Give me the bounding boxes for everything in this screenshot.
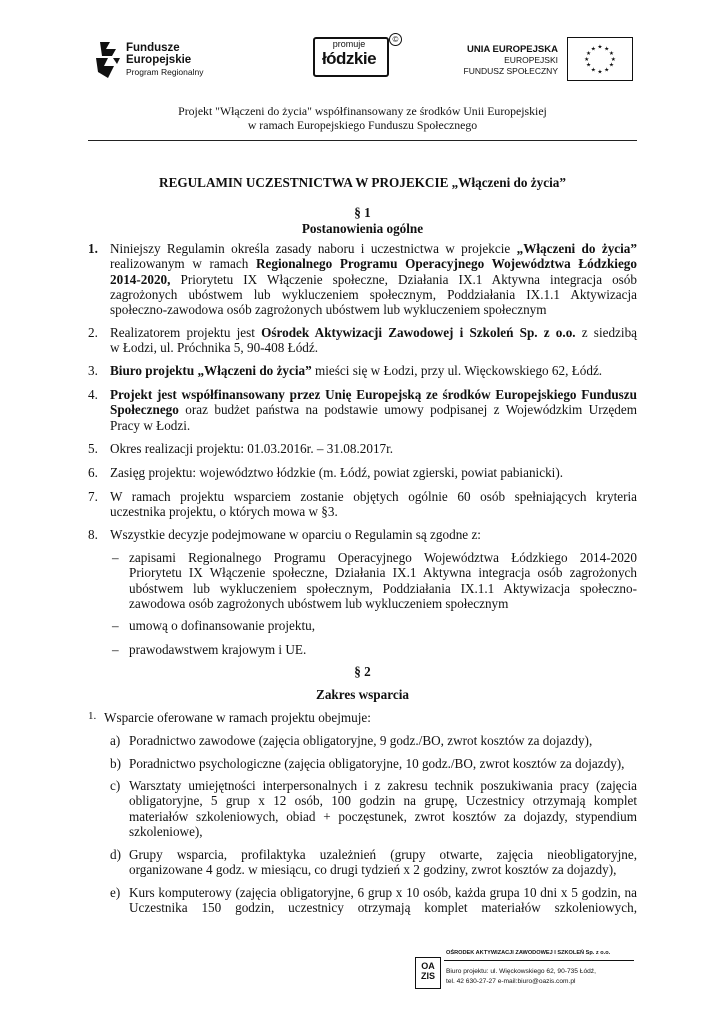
footer-address: Biuro projektu: ul. Więckowskiego 62, 90-735 Łódź,: [446, 968, 596, 975]
header-divider: [88, 140, 637, 141]
item-d: Grupy wsparcia, profilaktyka uzależnień (grupy otwarte, zajęcia nieobligatoryjne, organizowane 4 godz. w miesiącu, co drugi tydzień x 2 godziny, zwrot kosztów za dojazdy),: [129, 847, 637, 878]
svg-text:★: ★: [590, 67, 596, 74]
project-info: [0, 104, 725, 132]
footer-divider: [444, 960, 634, 961]
p5-number: 5.: [88, 441, 98, 456]
fe-star-icon: [96, 42, 120, 78]
dash-3: –: [112, 642, 119, 657]
svg-text:★: ★: [604, 46, 610, 53]
item-e: Kurs komputerowy (zajęcia obligatoryjne, 6 grup x 10 osób, każda grupa 10 dni x 5 godzin, na Uczestnika 150 godzin, uczestnicy otrzymają komplet materiałów szkoleniowych,: [129, 885, 637, 916]
dash-item-2: umową o dofinansowanie projektu,: [129, 618, 316, 633]
footer-company: OŚRODEK AKTYWIZACJI ZAWODOWEJ I SZKOLEŃ Sp. z o.o.: [446, 950, 611, 956]
item-a: Poradnictwo zawodowe (zajęcia obligatoryjne, 9 godz./BO, zwrot kosztów za dojazdy),: [129, 733, 593, 748]
svg-text:★: ★: [584, 56, 590, 63]
project-line1: Projekt "Włączeni do życia" współfinansowany ze środków Unii Europejskiej: [178, 104, 547, 118]
eu-line2: EUROPEJSKI: [504, 55, 558, 65]
eu-line3: FUNDUSZ SPOŁECZNY: [463, 66, 558, 76]
paragraph-4: Projekt jest współfinansowany przez Unię Europejską ze środków Europejskiego Funduszu Społecznego oraz budżet państwa na podstawie umowy podpisanej z Wojewódzkim Urzędem Pracy w Łodzi.: [110, 387, 637, 433]
section-1-heading: Postanowienia ogólne: [301, 221, 424, 236]
svg-text:★: ★: [597, 69, 603, 76]
p7-number: 7.: [88, 489, 98, 504]
s2-number: 1.: [88, 710, 97, 722]
p1-number: 1.: [88, 241, 98, 256]
paragraph-5: Okres realizacji projektu: 01.03.2016r. – 31.08.2017r.: [110, 441, 394, 456]
promuje-text: promuje: [332, 39, 366, 49]
section-2-sign: § 2: [354, 664, 371, 679]
paragraph-1: Niniejszy Regulamin określa zasady naboru i uczestnictwa w projekcie „Włączeni do życia” realizowanym w ramach Regionalnego Programu Operacyjnego Województwa Łódzkiego 2014-2020, Priorytetu IX Włączenie społeczne, Działania IX.1 Aktywna integracja osób zagrożonych ubóstwem lub wykluczeniem społecznym, Poddziałania IX.1.1 Aktywizacja społeczno-zawodowa osób zagrożonych ubóstwem lub wykluczeniem społecznym: [110, 241, 637, 318]
paragraph-7: W ramach projektu wsparciem zostanie objętych ogólnie 60 osób spełniających kryteria uczestnika projektu, o których mowa w §3.: [110, 489, 637, 520]
item-c-letter: c): [110, 778, 121, 793]
oazis-logo: OA ZIS: [415, 957, 441, 989]
eu-flag-icon: [567, 37, 633, 81]
dash-2: –: [112, 618, 119, 633]
p6-number: 6.: [88, 465, 98, 480]
fe-line2: Europejskie: [126, 54, 192, 66]
project-line2: w ramach Europejskiego Funduszu Społecznego: [247, 118, 478, 132]
s2-intro: Wsparcie oferowane w ramach projektu obejmuje:: [104, 710, 371, 725]
eu-line1: UNIA EUROPEJSKA: [467, 44, 558, 55]
section-2-heading: Zakres wsparcia: [316, 687, 409, 702]
paragraph-3: Biuro projektu „Włączeni do życia” mieści się w Łodzi, przy ul. Więckowskiego 62, Łódź.: [110, 363, 603, 378]
svg-text:★: ★: [590, 46, 596, 53]
paragraph-6: Zasięg projektu: województwo łódzkie (m. Łódź, powiat zgierski, powiat pabianicki).: [110, 465, 564, 480]
fundusze-europejskie-logo: [96, 42, 226, 82]
item-b-letter: b): [110, 756, 121, 771]
p3-number: 3.: [88, 363, 98, 378]
svg-text:★: ★: [608, 62, 615, 69]
svg-text:★: ★: [597, 44, 603, 51]
promuje-lodzkie-logo: [313, 33, 401, 77]
svg-text:★: ★: [608, 51, 615, 58]
p2-number: 2.: [88, 325, 98, 340]
svg-text:★: ★: [610, 56, 616, 63]
dash-1: –: [112, 550, 119, 565]
item-e-letter: e): [110, 885, 121, 900]
svg-text:★: ★: [585, 62, 592, 69]
item-b: Poradnictwo psychologiczne (zajęcia obligatoryjne, 10 godz./BO, zwrot kosztów za dojazdy),: [129, 756, 625, 771]
paragraph-8: Wszystkie decyzje podejmowane w oparciu o Regulamin są zgodne z:: [110, 527, 481, 542]
item-a-letter: a): [110, 733, 121, 748]
paragraph-2: Realizatorem projektu jest Ośrodek Aktywizacji Zawodowej i Szkoleń Sp. z o.o. z siedzibą w Łodzi, ul. Próchnika 5, 90-408 Łódź.: [110, 325, 638, 356]
item-c: Warsztaty umiejętności interpersonalnych i z zakresu technik poszukiwania pracy (zajęcia obligatoryjne, 5 grup x 12 osób, 100 godzin na grupę, Uczestnicy otrzymają komplet materiałów szkoleniowych, obiad + poczęstunek, zwrot kosztów za dojazdy, stypendium szkoleniowe),: [129, 778, 637, 839]
dash-item-1: zapisami Regionalnego Programu Operacyjnego Województwa Łódzkiego 2014-2020 Priorytetu IX Włączenie społeczne, Działania IX.1 Aktywna integracja osób zagrożonych ubóstwem lub wykluczeniem społecznym, Poddziałania IX.1.1 Aktywizacja społeczno- zawodowa osób zagrożonych ubóstwem lub wykluczeniem społecznym: [129, 550, 637, 611]
fe-line1: Fundusze: [126, 42, 180, 54]
document-title: REGULAMIN UCZESTNICTWA W PROJEKCIE „Włączeni do życia”: [159, 175, 566, 190]
copyright-icon: ©: [389, 33, 402, 46]
fe-line3: Program Regionalny: [126, 67, 204, 77]
section-1-sign: § 1: [354, 205, 371, 220]
item-d-letter: d): [110, 847, 121, 862]
lodzkie-text: łódzkie: [321, 49, 377, 68]
footer-contact: tel. 42 630-27-27 e-mail:biuro@oazis.com.pl: [446, 978, 576, 985]
svg-text:★: ★: [604, 67, 610, 74]
svg-text:★: ★: [585, 51, 592, 58]
dash-item-3: prawodawstwem krajowym i UE.: [129, 642, 307, 657]
eu-logo-text: [440, 44, 558, 77]
p4-number: 4.: [88, 387, 98, 402]
p8-number: 8.: [88, 527, 98, 542]
